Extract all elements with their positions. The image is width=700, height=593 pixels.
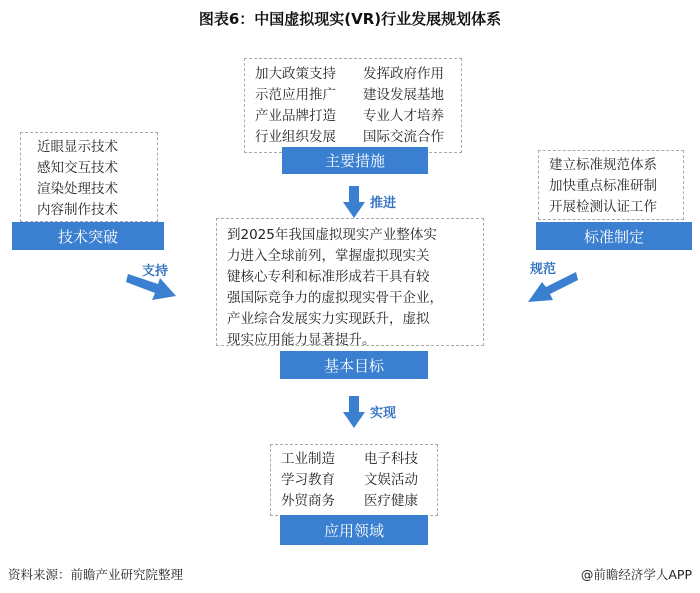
standards-box (538, 150, 684, 220)
measure-item: 示范应用推广 (255, 87, 336, 103)
standard-item: 加快重点标准研制 (549, 178, 657, 194)
push-label: 推进 (370, 196, 397, 211)
standard-item: 建立标准规范体系 (549, 157, 657, 173)
realize-label: 实现 (370, 406, 397, 421)
application-item: 学习教育 (281, 472, 335, 488)
measure-item: 发挥政府作用 (363, 66, 444, 82)
chart-title: 图表6：中国虚拟现实(VR)行业发展规划体系 (198, 10, 502, 28)
measure-item: 产业品牌打造 (255, 108, 336, 124)
goal-line: 现实应用能力显著提升。 (227, 332, 376, 348)
goal-label: 基本目标 (280, 351, 428, 379)
goal-line: 键核心专利和标准形成若干具有较 (227, 269, 430, 285)
application-item: 电子科技 (364, 451, 418, 467)
realize-arrow-icon (343, 396, 365, 428)
tech-label: 技术突破 (12, 222, 164, 250)
goal-line: 产业综合发展实力实现跃升，虚拟 (227, 311, 430, 327)
measure-item: 加大政策支持 (255, 66, 336, 82)
measure-item: 行业组织发展 (255, 129, 336, 145)
application-item: 工业制造 (281, 451, 335, 467)
measure-item: 建设发展基地 (363, 87, 444, 103)
tech-box (20, 132, 158, 222)
goal-box (216, 218, 484, 346)
brand-note: @前瞻经济学人APP (580, 567, 692, 582)
applications-list (281, 449, 437, 512)
tech-item: 近眼显示技术 (37, 139, 118, 155)
measure-item: 专业人才培养 (363, 108, 444, 124)
measures-label: 主要措施 (282, 147, 428, 174)
regulate-label: 规范 (530, 262, 557, 277)
application-item: 外贸商务 (281, 493, 335, 509)
applications-label: 应用领域 (280, 515, 428, 545)
measure-item: 国际交流合作 (363, 129, 444, 145)
goal-line: 力进入全球前列，掌握虚拟现实关 (227, 248, 430, 264)
goal-line: 强国际竞争力的虚拟现实骨干企业， (227, 290, 443, 306)
support-label: 支持 (142, 264, 169, 279)
measures-list (255, 64, 461, 148)
application-item: 文娱活动 (364, 472, 418, 488)
push-arrow-icon (343, 186, 365, 218)
tech-item: 渲染处理技术 (37, 181, 118, 197)
measures-box (244, 58, 462, 153)
tech-item: 内容制作技术 (37, 202, 118, 218)
applications-box (270, 444, 438, 516)
application-item: 医疗健康 (364, 493, 418, 509)
standards-label: 标准制定 (536, 222, 692, 250)
source-note: 资料来源：前瞻产业研究院整理 (8, 567, 184, 582)
standard-item: 开展检测认证工作 (549, 199, 657, 215)
tech-item: 感知交互技术 (37, 160, 118, 176)
goal-line: 到2025年我国虚拟现实产业整体实 (227, 227, 437, 243)
